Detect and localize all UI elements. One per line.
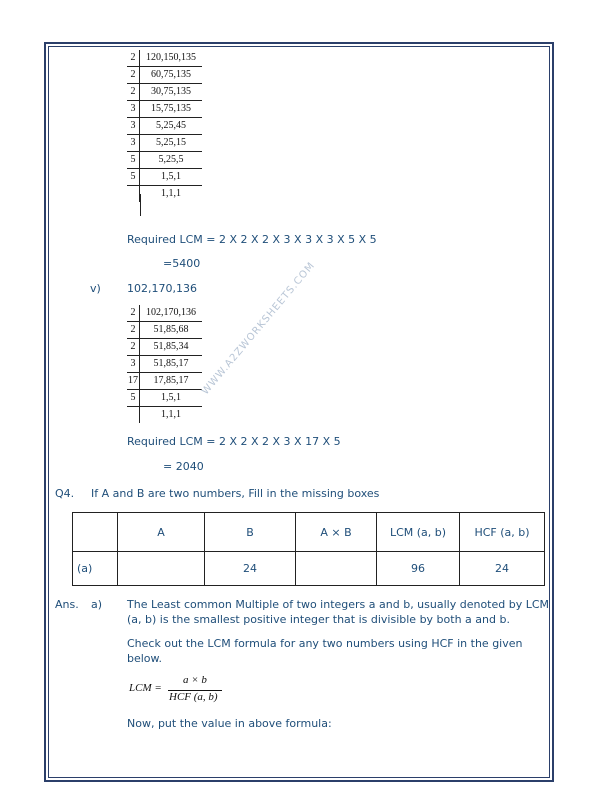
division-ladder-2	[127, 305, 202, 423]
formula-denominator: HCF (a, b)	[169, 691, 218, 703]
page-border-inner	[48, 46, 550, 778]
ladder-row	[127, 135, 202, 152]
ladder-divisor: 2	[127, 339, 140, 356]
header-cell: B	[205, 513, 296, 552]
table-row	[73, 552, 545, 586]
header-cell	[73, 513, 118, 552]
lcm-1-line: Required LCM = 2 X 2 X 2 X 3 X 3 X 3 X 5 X 5	[127, 233, 377, 246]
formula-numerator: a × b	[183, 674, 207, 686]
ladder-divisor: 5	[127, 169, 140, 186]
ladder-row	[127, 101, 202, 118]
ladder-quotient: 5,25,5	[140, 152, 203, 169]
header-cell: A × B	[296, 513, 377, 552]
ladder-row	[127, 356, 202, 373]
answer-para-1a: The Least common Multiple of two integers a and b, usually denoted by LCM	[127, 598, 550, 611]
part-v-label: v)	[90, 282, 101, 295]
answer-box-product[interactable]	[296, 552, 377, 586]
ladder-divisor: 5	[127, 390, 140, 407]
ladder-quotient: 1,5,1	[140, 169, 203, 186]
ladder-divisor: 2	[127, 50, 140, 67]
ladder-row	[127, 322, 202, 339]
ladder-divisor: 17	[127, 373, 140, 390]
cell-hcf: 24	[460, 552, 545, 586]
row-label: (a)	[73, 552, 118, 586]
lcm-2-result: = 2040	[163, 460, 204, 473]
ladder-quotient: 5,25,15	[140, 135, 203, 152]
answer-part: a)	[91, 598, 103, 611]
ladder-row	[127, 152, 202, 169]
header-cell: LCM (a, b)	[377, 513, 460, 552]
ladder-divisor: 2	[127, 305, 140, 322]
answer-label: Ans.	[55, 598, 79, 611]
ladder-row	[127, 339, 202, 356]
ladder-row	[127, 118, 202, 135]
question-text: If A and B are two numbers, Fill in the missing boxes	[91, 487, 380, 500]
ladder-quotient: 102,170,136	[140, 305, 203, 322]
cell-b: 24	[205, 552, 296, 586]
ladder-quotient: 51,85,34	[140, 339, 203, 356]
ladder-row	[127, 390, 202, 407]
lcm-2-line: Required LCM = 2 X 2 X 2 X 3 X 17 X 5	[127, 435, 341, 448]
ladder-row	[127, 373, 202, 390]
ladder-divisor	[127, 407, 140, 424]
ladder-divisor: 2	[127, 84, 140, 101]
answer-para-2a: Check out the LCM formula for any two numbers using HCF in the given	[127, 637, 523, 650]
ladder-divisor: 2	[127, 322, 140, 339]
watermark: WWW.A2ZWORKSHEETS.COM	[200, 260, 318, 398]
ladder-quotient: 120,150,135	[140, 50, 203, 67]
ladder-quotient: 15,75,135	[140, 101, 203, 118]
ladder-divisor: 5	[127, 152, 140, 169]
answer-para-3: Now, put the value in above formula:	[127, 717, 332, 730]
ladder-divisor: 2	[127, 67, 140, 84]
ladder-row	[127, 169, 202, 186]
ladder-divisor: 3	[127, 101, 140, 118]
lcm-1-result: =5400	[163, 257, 201, 270]
answer-para-1b: (a, b) is the smallest positive integer that is divisible by both a and b.	[127, 613, 510, 626]
ladder-quotient: 60,75,135	[140, 67, 203, 84]
ladder-row	[127, 186, 202, 203]
ladder-row	[127, 50, 202, 67]
ladder-quotient: 1,5,1	[140, 390, 203, 407]
ladder-row	[127, 84, 202, 101]
ladder-divisor: 3	[127, 118, 140, 135]
header-cell: A	[118, 513, 205, 552]
ladder-quotient: 17,85,17	[140, 373, 203, 390]
question-number: Q4.	[55, 487, 75, 500]
ladder-row	[127, 67, 202, 84]
ladder-quotient: 51,85,68	[140, 322, 203, 339]
ladder-row	[127, 305, 202, 322]
ladder-divisor: 3	[127, 135, 140, 152]
ladder-quotient: 1,1,1	[161, 409, 181, 420]
missing-boxes-table	[72, 512, 545, 586]
ladder-divisor	[127, 186, 140, 203]
ladder-quotient: 30,75,135	[140, 84, 203, 101]
answer-para-2b: below.	[127, 652, 163, 665]
division-ladder-1-tail	[140, 194, 141, 216]
table-header-row	[73, 513, 545, 552]
part-v-numbers: 102,170,136	[127, 282, 197, 295]
division-ladder-1	[127, 50, 202, 202]
cell-lcm: 96	[377, 552, 460, 586]
ladder-divisor: 3	[127, 356, 140, 373]
ladder-quotient: 5,25,45	[140, 118, 203, 135]
header-cell: HCF (a, b)	[460, 513, 545, 552]
ladder-quotient: 51,85,17	[140, 356, 203, 373]
ladder-quotient: 1,1,1	[161, 188, 181, 199]
answer-box-a[interactable]	[118, 552, 205, 586]
formula-lhs: LCM =	[129, 682, 162, 694]
ladder-row	[127, 407, 202, 424]
